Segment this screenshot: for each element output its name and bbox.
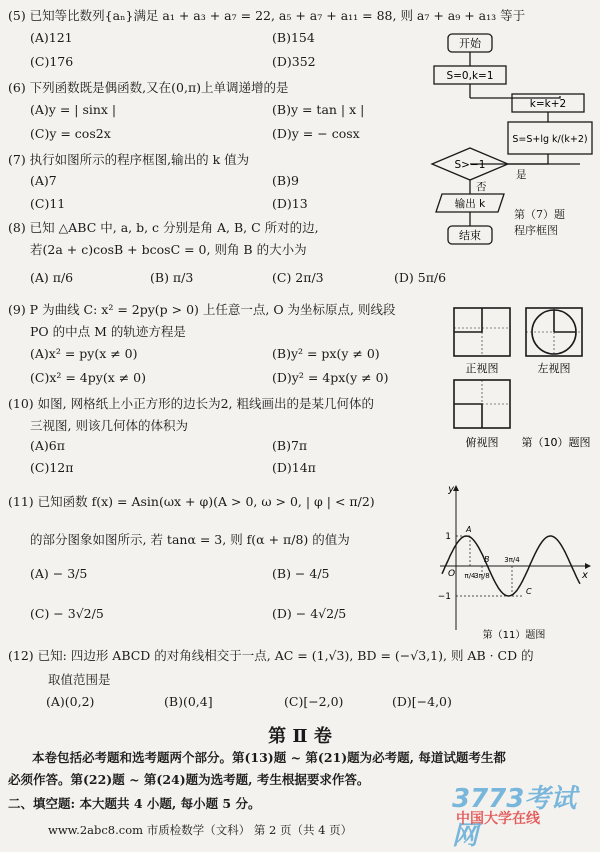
sine-graph-figure [436, 480, 596, 640]
q8-option-b: (B) π/3 [150, 270, 194, 285]
point-b-label: B [484, 555, 490, 564]
flowchart-yes-label: 是 [516, 169, 527, 181]
q6-option-c: (C)y = cos2x [30, 126, 111, 141]
q10-option-c: (C)12π [30, 460, 74, 475]
graph11-caption: 第（11）题图 [482, 630, 546, 640]
q8-option-a: (A) π/6 [30, 270, 74, 285]
flowchart-step-label: k=k+2 [529, 98, 567, 110]
views-caption: 第（10）题图 [521, 436, 591, 449]
q7-option-d: (D)13 [272, 196, 308, 211]
x-tick-pi-4: π/4 [464, 572, 476, 580]
q11-stem-2: 的部分图象如图所示, 若 tanα = 3, 则 f(α + π/8) 的值为 [30, 532, 350, 547]
flowchart-no-label: 否 [476, 181, 487, 193]
flowchart-figure [420, 28, 596, 260]
x-axis-label: x [582, 570, 588, 581]
q7-option-a: (A)7 [30, 173, 57, 188]
watermark-sub: 中国大学在线 [456, 811, 540, 827]
q8-stem-1: (8) 已知 △ABC 中, a, b, c 分别是角 A, B, C 所对的边, [8, 220, 319, 235]
q12-option-d: (D)[−4,0) [392, 694, 452, 709]
section-2-intro-1: 本卷包括必考题和选考题两个部分。第(13)题 ~ 第(21)题为必考题, 每道试题考生都 [32, 750, 506, 765]
side-view-label: 左视图 [537, 362, 571, 375]
q10-stem-2: 三视图, 则该几何体的体积为 [30, 418, 188, 433]
point-a-label: A [466, 525, 472, 534]
q11-option-d: (D) − 4√2/5 [272, 606, 347, 621]
flowchart-init-label: S=0,k=1 [446, 70, 494, 82]
flowchart-condition-label: S>−1 [454, 159, 486, 171]
q7-stem: (7) 执行如图所示的程序框图,输出的 k 值为 [8, 152, 250, 167]
q8-stem-2: 若(2a + c)cosB + bcosC = 0, 则角 B 的大小为 [30, 242, 307, 257]
q10-option-b: (B)7π [272, 438, 308, 453]
q9-option-a: (A)x² = py(x ≠ 0) [30, 346, 138, 361]
q5-stem: (5) 已知等比数列{aₙ}满足 a₁ + a₃ + a₇ = 22, a₅ + a₇ + a₁₁ = 88, 则 a₇ + a₉ + a₁₃ 等于 [8, 8, 526, 23]
q10-stem-1: (10) 如图, 网格纸上小正方形的边长为2, 粗线画出的是某几何体的 [8, 396, 374, 411]
q6-option-d: (D)y = − cosx [272, 126, 360, 141]
q12-stem-2: 取值范围是 [48, 672, 111, 687]
q7-option-b: (B)9 [272, 173, 299, 188]
q8-option-c: (C) 2π/3 [272, 270, 324, 285]
flowchart-end-label: 结束 [459, 229, 481, 242]
q6-stem: (6) 下列函数既是偶函数,又在(0,π)上单调递增的是 [8, 80, 289, 95]
flowchart-output-label: 输出 k [454, 198, 486, 210]
flowchart-update-label: S=S+lg k/(k+2) [512, 134, 588, 145]
x-tick-3pi-8: 3π/8 [474, 572, 490, 580]
top-view-label: 俯视图 [465, 436, 499, 449]
q11-option-b: (B) − 4/5 [272, 566, 330, 581]
page-footer: www.2abc8.com 市质检数学（文科） 第 2 页（共 4 页） [48, 823, 353, 837]
fill-in-heading: 二、填空题: 本大题共 4 小题, 每小题 5 分。 [8, 796, 261, 811]
q11-option-a: (A) − 3/5 [30, 566, 88, 581]
q6-option-a: (A)y = | sinx | [30, 102, 117, 117]
flowchart-start-label: 开始 [459, 37, 481, 50]
q11-stem-1: (11) 已知函数 f(x) = Asin(ωx + φ)(A > 0, ω > 0, | φ | < π/2) [8, 494, 375, 509]
q9-stem-1: (9) P 为曲线 C: x² = 2py(p > 0) 上任意一点, O 为坐标原点, 则线段 [8, 302, 396, 317]
y-tick-minus-1: −1 [437, 592, 451, 602]
origin-label: O [448, 569, 456, 579]
y-tick-1: 1 [445, 532, 451, 542]
x-tick-3pi-4: 3π/4 [504, 556, 520, 564]
q12-option-a: (A)(0,2) [46, 694, 95, 709]
y-axis-label: y [448, 484, 454, 495]
q11-option-c: (C) − 3√2/5 [30, 606, 104, 621]
q9-option-c: (C)x² = 4py(x ≠ 0) [30, 370, 146, 385]
flowchart-caption-2: 程序框图 [514, 224, 558, 237]
q8-option-d: (D) 5π/6 [394, 270, 447, 285]
q5-option-d: (D)352 [272, 54, 316, 69]
flowchart-caption-1: 第（7）题 [514, 208, 565, 221]
q9-stem-2: PO 的中点 M 的轨迹方程是 [30, 324, 186, 339]
three-views-figure [446, 304, 596, 454]
q12-option-b: (B)(0,4] [164, 694, 213, 709]
q9-option-b: (B)y² = px(y ≠ 0) [272, 346, 380, 361]
section-2-title: 第 Ⅱ 卷 [268, 726, 332, 747]
q5-option-c: (C)176 [30, 54, 74, 69]
front-view-label: 正视图 [465, 362, 499, 375]
section-2-intro-2: 必须作答。第(22)题 ~ 第(24)题为选考题, 考生根据要求作答。 [8, 772, 370, 787]
q5-option-b: (B)154 [272, 30, 315, 45]
q5-option-a: (A)121 [30, 30, 73, 45]
q12-stem-1: (12) 已知: 四边形 ABCD 的对角线相交于一点, AC = (1,√3), BD = (−√3,1), 则 AB · CD 的 [8, 648, 534, 663]
point-c-label: C [526, 587, 532, 596]
q9-option-d: (D)y² = 4px(y ≠ 0) [272, 370, 389, 385]
q6-option-b: (B)y = tan | x | [272, 102, 365, 117]
watermark-logo: 3773考试网 [452, 784, 577, 851]
q10-option-a: (A)6π [30, 438, 65, 453]
q7-option-c: (C)11 [30, 196, 66, 211]
q10-option-d: (D)14π [272, 460, 316, 475]
q12-option-c: (C)[−2,0) [284, 694, 344, 709]
